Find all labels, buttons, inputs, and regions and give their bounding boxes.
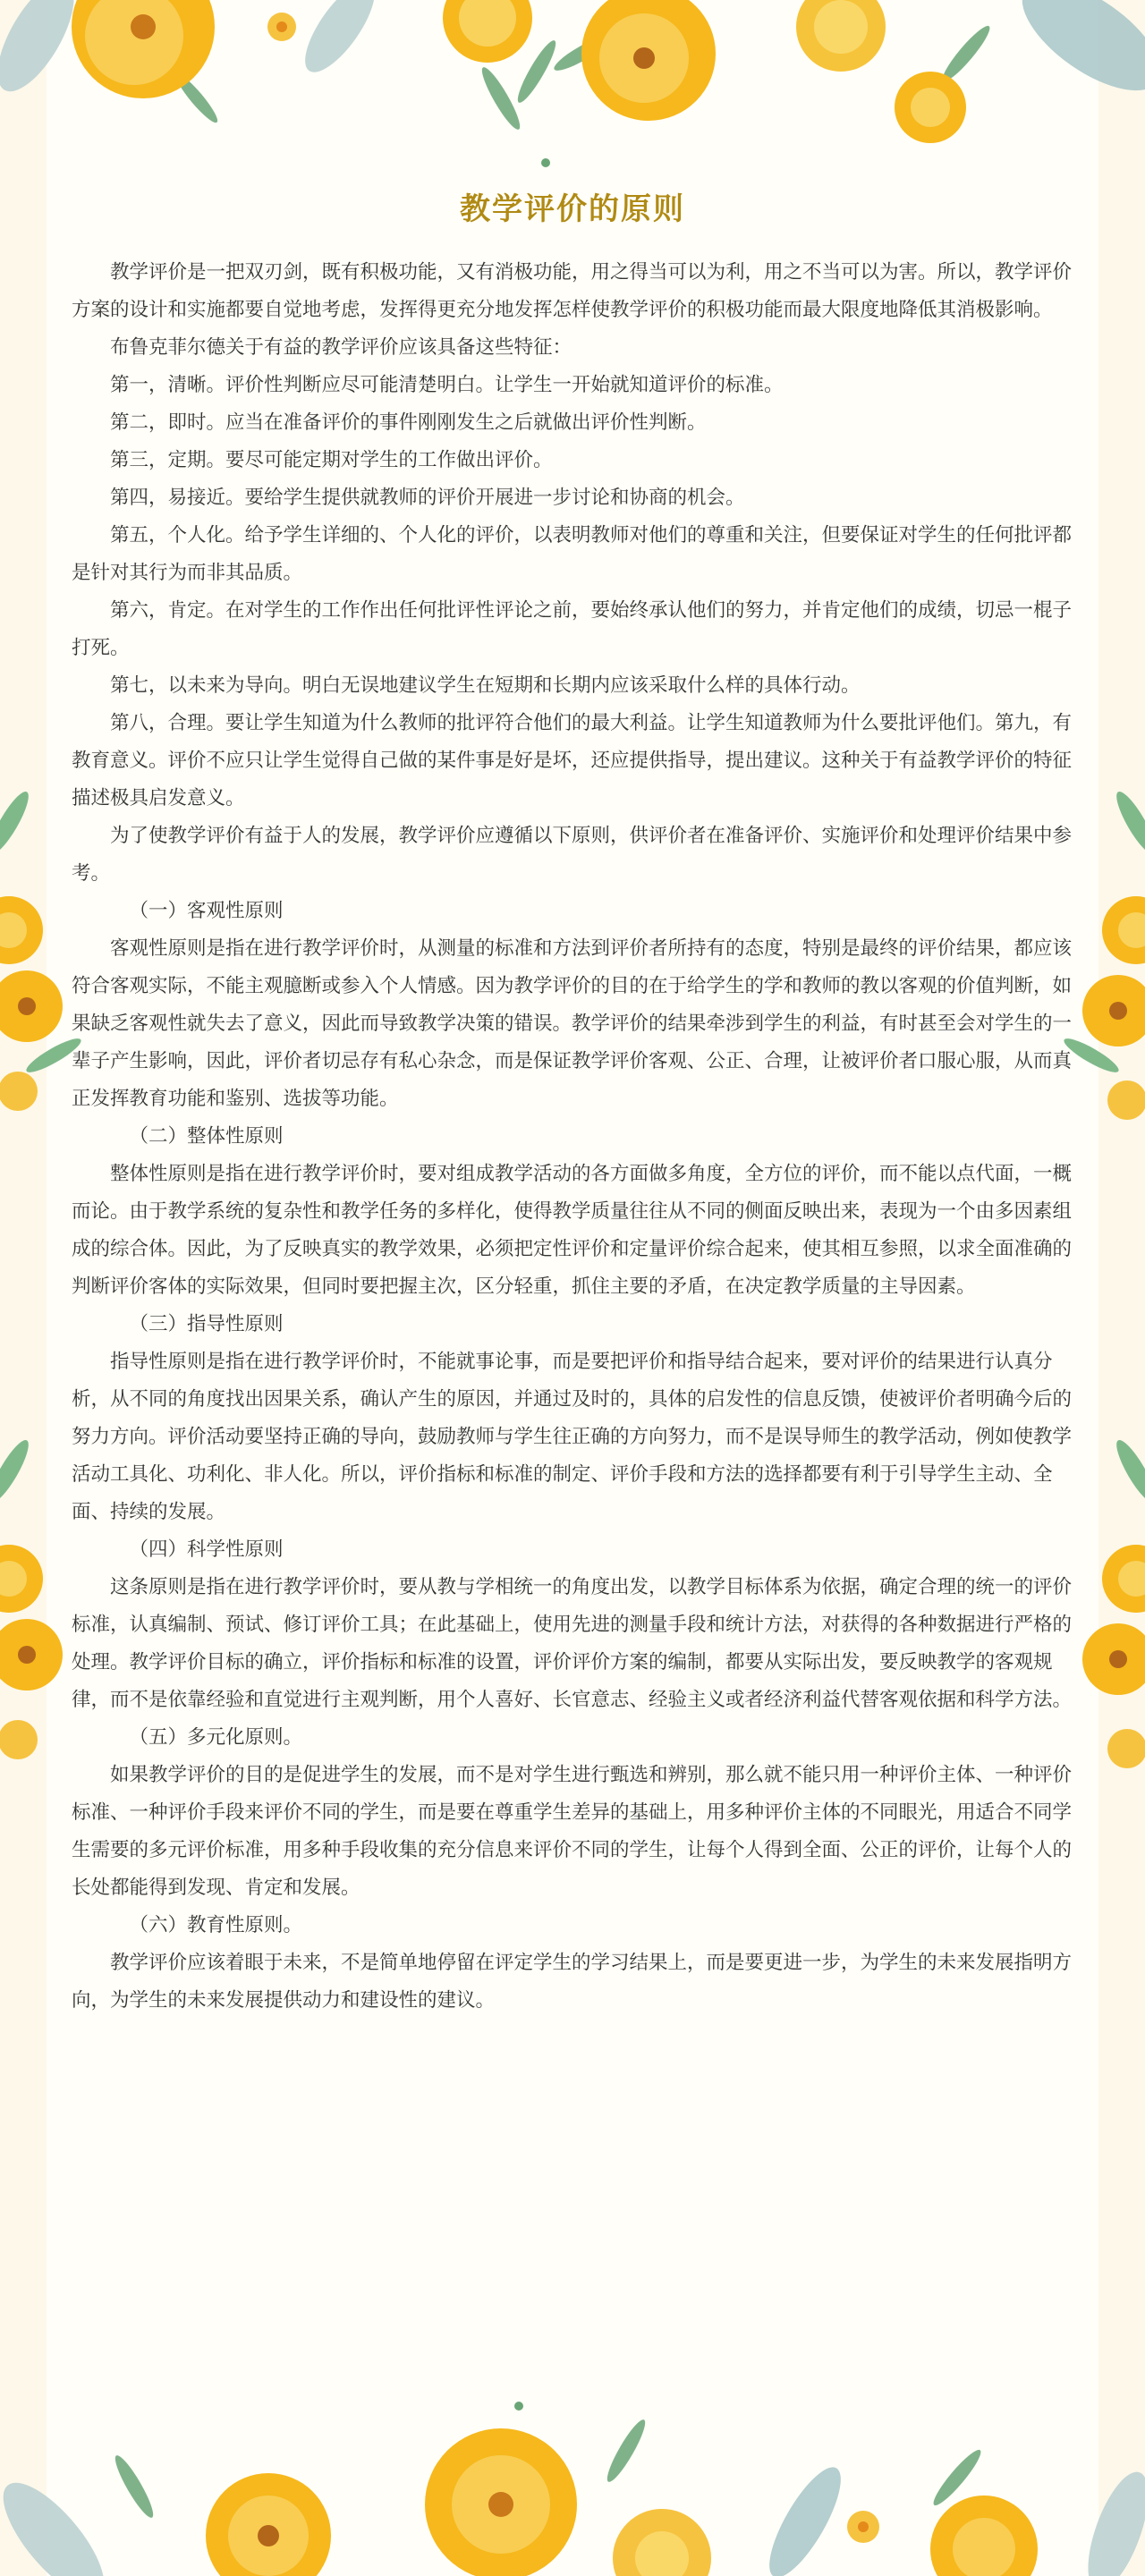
top-floral-decoration (0, 0, 1145, 170)
paragraph: 这条原则是指在进行教学评价时，要从教与学相统一的角度出发，以教学目标体系为依据，确定合理的统一的评价标准，认真编制、预试、修订评价工具；在此基础上，使用先进的测量手段和统计方法，对获得的各种数据进行严格的处理。教学评价目标的确立，评价指标和标准的设置，评价评价方案的编制，都要从实际出发，要反映教学的客观规律，而不是依靠经验和直觉进行主观判断，用个人喜好、长官意志、经验主义或者经济利益代替客观依据和科学方法。 (72, 1576, 1073, 1711)
paragraph: 第七，以未来为导向。明白无误地建议学生在短期和长期内应该采取什么样的具体行动。 (110, 674, 861, 697)
paragraph: 教学评价是一把双刃剑，既有积极功能，又有消极功能，用之得当可以为利，用之不当可以为害。所以，教学评价方案的设计和实施都要自觉地考虑，发挥得更充分地发挥怎样使教学评价的积极功能而最大限度地降低其消极影响。 (72, 261, 1073, 321)
paragraph: 第八，合理。要让学生知道为什么教师的批评符合他们的最大利益。让学生知道教师为什么要批评他们。第九，有教育意义。评价不应只让学生觉得自己做的某件事是好是坏，还应提供指导，提出建议。这种关于有益教学评价的特征描述极具启发意义。 (72, 712, 1073, 809)
paragraph: 第六，肯定。在对学生的工作作出任何批评性评论之前，要始终承认他们的努力，并肯定他们的成绩，切忌一棍子打死。 (72, 599, 1073, 659)
right-floral-decoration-lower (1064, 1445, 1145, 1802)
article-title: 教学评价的原则 (460, 191, 685, 227)
paragraph: 第四，易接近。要给学生提供就教师的评价开展进一步讨论和协商的机会。 (110, 487, 745, 509)
left-floral-decoration-lower (0, 1445, 81, 1802)
paragraph: 第五，个人化。给予学生详细的、个人化的评价，以表明教师对他们的尊重和关注，但要保证对学生的任何批评都是针对其行为而非其品质。 (72, 524, 1073, 584)
paragraph: 第三，定期。要尽可能定期对学生的工作做出评价。 (110, 449, 553, 471)
paragraph: 第一，清晰。评价性判断应尽可能清楚明白。让学生一开始就知道评价的标准。 (110, 374, 784, 396)
section-heading: （三）指导性原则 (129, 1313, 284, 1335)
paragraph: 如果教学评价的目的是促进学生的发展，而不是对学生进行甄选和辨别，那么就不能只用一种评价主体、一种评价标准、一种评价手段来评价不同的学生，而是要在尊重学生差异的基础上，用多种评价主体的不同眼光，用适合不同学生需要的多元评价标准，用多种手段收集的充分信息来评价不同的学生，让每个人得到全面、公正的评价，让每个人的长处都能得到发现、肯定和发展。 (72, 1764, 1073, 1899)
paragraph: 整体性原则是指在进行教学评价时，要对组成教学活动的各方面做多角度，全方位的评价，而不能以点代面，一概而论。由于教学系统的复杂性和教学任务的多样化，使得教学质量往往从不同的侧面反映出来，表现为一个由多因素组成的综合体。因此，为了反映真实的教学效果，必须把定性评价和定量评价综合起来，使其相互参照，以求全面准确的判断评价客体的实际效果，但同时要把握主次，区分轻重，抓住主要的矛盾，在决定教学质量的主导因素。 (72, 1163, 1073, 1298)
paragraph: 第二，即时。应当在准备评价的事件刚刚发生之后就做出评价性判断。 (110, 411, 707, 434)
right-floral-decoration-upper (1064, 796, 1145, 1154)
article-body (72, 254, 1072, 2020)
left-floral-decoration-upper (0, 796, 81, 1154)
section-heading: （六）教育性原则。 (129, 1914, 303, 1936)
section-heading: （四）科学性原则 (129, 1538, 284, 1561)
section-heading: （五）多元化原则。 (129, 1726, 303, 1749)
paragraph: 指导性原则是指在进行教学评价时，不能就事论事，而是要把评价和指导结合起来，要对评价的结果进行认真分析，从不同的角度找出因果关系，确认产生的原因，并通过及时的，具体的启发性的信息反馈，使被评价者明确今后的努力方向。评价活动要坚持正确的导向，鼓励教师与学生往正确的方向努力，而不是误导师生的教学活动，例如使教学活动工具化、功利化、非人化。所以，评价指标和标准的制定、评价手段和方法的选择都要有利于引导学生主动、全面、持续的发展。 (72, 1351, 1073, 1523)
section-heading: （一）客观性原则 (129, 900, 284, 922)
paragraph: 客观性原则是指在进行教学评价时，从测量的标准和方法到评价者所持有的态度，特别是最终的评价结果，都应该符合客观实际，不能主观臆断或参入个人情感。因为教学评价的目的在于给学生的学和教师的教以客观的价值判断，如果缺乏客观性就失去了意义，因此而导致教学决策的错误。教学评价的结果牵涉到学生的利益，有时甚至会对学生的一辈子产生影响，因此，评价者切忌存有私心杂念，而是保证教学评价客观、公正、合理，让被评价者口服心服，从而真正发挥教育功能和鉴别、选拔等功能。 (72, 937, 1073, 1110)
paragraph: 教学评价应该着眼于未来，不是简单地停留在评定学生的学习结果上，而是要更进一步，为学生的未来发展指明方向，为学生的未来发展提供动力和建设性的建议。 (72, 1952, 1073, 2012)
paragraph: 为了使教学评价有益于人的发展，教学评价应遵循以下原则，供评价者在准备评价、实施评价和处理评价结果中参考。 (72, 825, 1073, 885)
paragraph: 布鲁克菲尔德关于有益的教学评价应该具备这些特征： (110, 336, 572, 359)
section-heading: （二）整体性原则 (129, 1125, 284, 1148)
bottom-floral-decoration (0, 2370, 1145, 2576)
